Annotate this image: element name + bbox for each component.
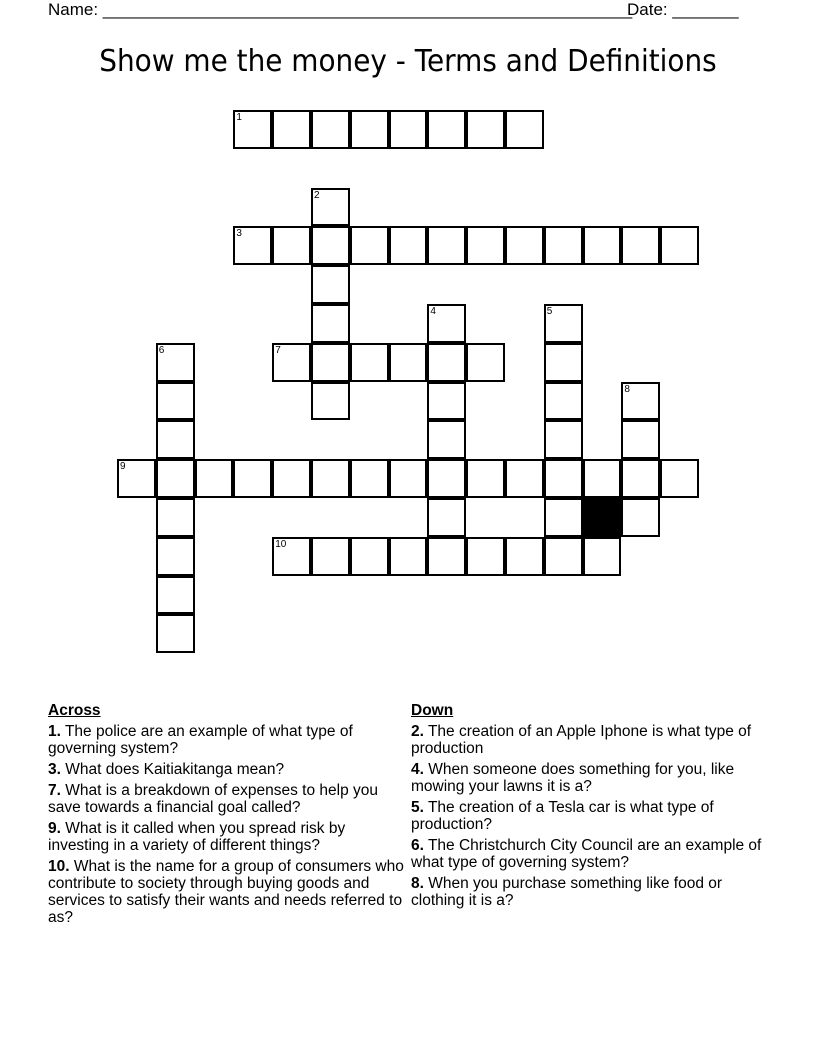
grid-cell[interactable] xyxy=(621,459,660,498)
grid-cell[interactable] xyxy=(311,343,350,382)
clue-number-label: 7 xyxy=(275,344,281,356)
name-field-label: Name: ________________________________________________________ xyxy=(48,0,633,19)
grid-cell[interactable] xyxy=(389,226,428,265)
grid-cell[interactable] xyxy=(272,110,311,149)
grid-cell[interactable] xyxy=(544,459,583,498)
grid-cell[interactable] xyxy=(621,498,660,537)
grid-cell[interactable] xyxy=(621,382,660,421)
clue-number: 10. xyxy=(48,858,70,875)
page-title: Show me the money - Terms and Definitions xyxy=(99,44,717,79)
grid-cell[interactable] xyxy=(427,420,466,459)
grid-cell[interactable] xyxy=(272,537,311,576)
grid-cell[interactable] xyxy=(466,459,505,498)
clue-text: What does Kaitiakitanga mean? xyxy=(65,761,285,778)
grid-cell[interactable] xyxy=(233,459,272,498)
grid-cell[interactable] xyxy=(233,226,272,265)
grid-cell[interactable] xyxy=(544,420,583,459)
across-clue xyxy=(48,782,408,816)
clue-text: The creation of a Tesla car is what type of production? xyxy=(411,799,714,833)
clue-number-label: 2 xyxy=(314,189,320,201)
clue-text: The Christchurch City Council are an example of what type of governing system? xyxy=(411,837,762,871)
grid-cell[interactable] xyxy=(311,188,350,227)
grid-cell[interactable] xyxy=(350,537,389,576)
grid-cell[interactable] xyxy=(195,459,234,498)
clue-number: 4. xyxy=(411,761,424,778)
clue-text: When someone does something for you, like mowing your lawns it is a? xyxy=(411,761,735,795)
across-clue xyxy=(48,723,408,757)
grid-cell[interactable] xyxy=(389,343,428,382)
grid-cell[interactable] xyxy=(660,459,699,498)
grid-cell[interactable] xyxy=(427,226,466,265)
grid-cell[interactable] xyxy=(156,614,195,653)
grid-cell[interactable] xyxy=(660,226,699,265)
grid-cell[interactable] xyxy=(505,537,544,576)
grid-cell[interactable] xyxy=(350,343,389,382)
grid-cell[interactable] xyxy=(427,537,466,576)
grid-cell[interactable] xyxy=(389,537,428,576)
clue-number: 9. xyxy=(48,820,61,837)
across-heading: Across xyxy=(48,702,101,719)
grid-cell[interactable] xyxy=(156,459,195,498)
grid-cell[interactable] xyxy=(311,226,350,265)
grid-cell[interactable] xyxy=(389,459,428,498)
grid-cell[interactable] xyxy=(544,498,583,537)
clue-number: 3. xyxy=(48,761,61,778)
grid-cell[interactable] xyxy=(272,226,311,265)
clue-number-label: 1 xyxy=(236,112,242,123)
grid-cell[interactable] xyxy=(272,459,311,498)
clue-text: The police are an example of what type of governing system? xyxy=(48,723,353,757)
clue-number: 8. xyxy=(411,875,424,892)
clue-text: What is it called when you spread risk by investing in a variety of different things? xyxy=(48,820,346,854)
grid-cell[interactable] xyxy=(505,110,544,149)
grid-cell[interactable] xyxy=(466,226,505,265)
grid-cell[interactable] xyxy=(427,459,466,498)
clue-number: 2. xyxy=(411,723,424,740)
down-clue xyxy=(411,799,766,833)
grid-cell[interactable] xyxy=(427,343,466,382)
grid-cell[interactable] xyxy=(311,265,350,304)
clue-text: When you purchase something like food or clothing it is a? xyxy=(411,875,723,909)
grid-cell[interactable] xyxy=(544,537,583,576)
grid-cell[interactable] xyxy=(156,498,195,537)
across-clue xyxy=(48,858,408,926)
down-clue xyxy=(411,875,766,909)
grid-cell[interactable] xyxy=(583,459,622,498)
grid-cell[interactable] xyxy=(427,382,466,421)
clue-number-label: 8 xyxy=(624,383,630,395)
grid-cell[interactable] xyxy=(350,459,389,498)
grid-cell[interactable] xyxy=(311,537,350,576)
across-clue xyxy=(48,820,408,854)
grid-cell[interactable] xyxy=(117,459,156,498)
grid-cell[interactable] xyxy=(544,226,583,265)
clue-text: What is a breakdown of expenses to help you save towards a financial goal called? xyxy=(48,782,379,816)
grid-cell[interactable] xyxy=(427,304,466,343)
grid-cell[interactable] xyxy=(272,343,311,382)
grid-cell[interactable] xyxy=(544,304,583,343)
grid-cell[interactable] xyxy=(233,110,272,149)
grid-cell[interactable] xyxy=(156,382,195,421)
date-field-label: Date: _______ xyxy=(627,0,739,19)
clue-text: What is the name for a group of consumers who contribute to society through buying goods and services to satisfy their wants and needs referred to as? xyxy=(48,858,404,926)
grid-cell[interactable] xyxy=(311,110,350,149)
grid-cell[interactable] xyxy=(350,226,389,265)
grid-cell[interactable] xyxy=(156,576,195,615)
black-cell xyxy=(583,498,622,537)
down-clue xyxy=(411,837,766,871)
grid-cell[interactable] xyxy=(621,226,660,265)
grid-cell[interactable] xyxy=(427,110,466,149)
down-clue xyxy=(411,723,766,757)
grid-cell[interactable] xyxy=(621,420,660,459)
grid-cell[interactable] xyxy=(466,343,505,382)
clue-text: The creation of an Apple Iphone is what type of production xyxy=(411,723,752,757)
clue-number-label: 6 xyxy=(158,344,165,356)
grid-cell[interactable] xyxy=(466,110,505,149)
clue-number: 5. xyxy=(411,799,424,816)
grid-cell[interactable] xyxy=(583,226,622,265)
clue-number: 1. xyxy=(48,723,61,740)
clue-number: 6. xyxy=(411,837,424,854)
grid-cell[interactable] xyxy=(505,459,544,498)
down-clues xyxy=(411,702,766,913)
grid-cell[interactable] xyxy=(311,382,350,421)
grid-cell[interactable] xyxy=(156,537,195,576)
grid-cell[interactable] xyxy=(350,110,389,149)
clue-number: 7. xyxy=(48,782,61,799)
down-heading: Down xyxy=(411,702,454,719)
grid-cell[interactable] xyxy=(156,420,195,459)
grid-cell[interactable] xyxy=(389,110,428,149)
grid-cell[interactable] xyxy=(544,343,583,382)
clue-number-label: 10 xyxy=(275,538,287,550)
grid-cell[interactable] xyxy=(427,498,466,537)
grid-cell[interactable] xyxy=(544,382,583,421)
grid-cell[interactable] xyxy=(311,304,350,343)
grid-cell[interactable] xyxy=(311,459,350,498)
clue-number-label: 3 xyxy=(236,228,242,240)
grid-cell[interactable] xyxy=(583,537,622,576)
clue-number-label: 5 xyxy=(546,306,553,317)
grid-cell[interactable] xyxy=(466,537,505,576)
grid-cell[interactable] xyxy=(156,343,195,382)
clue-number-label: 9 xyxy=(120,461,126,473)
clue-number-label: 4 xyxy=(430,306,436,317)
across-clue xyxy=(48,761,408,778)
down-clue xyxy=(411,761,766,795)
grid-cell[interactable] xyxy=(505,226,544,265)
across-clues xyxy=(48,702,408,930)
